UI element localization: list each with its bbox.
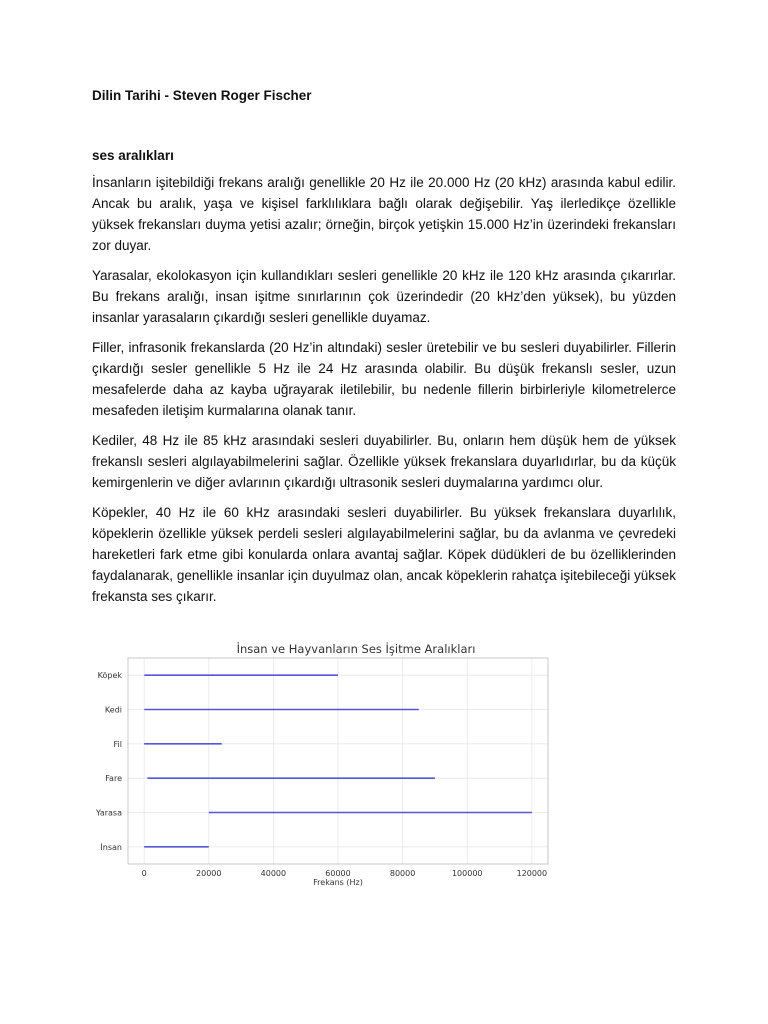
paragraph-cat-hearing: Kediler, 48 Hz ile 85 kHz arasındaki sesleri duyabilirler. Bu, onların hem düşük hem de yüksek frekanslı sesleri algılayabilmelerini sağlar. Özellikle yüksek frekanslara duyarlıdırlar, bu da küçük kemirgenlerin ve diğer avlarının çıkardığı ultrasonik sesleri duymalarına yardımcı olur. [92,433,676,490]
y-tick-label-5: İnsan [100,842,122,852]
y-tick-label-2: Fil [113,739,122,749]
x-axis-label: Frekans (Hz) [313,878,363,887]
x-tick-label-5: 100000 [451,869,483,878]
x-tick-label-4: 80000 [389,869,416,878]
paragraph-elephant-hearing: Filler, infrasonik frekanslarda (20 Hz’in altındaki) sesler üretebilir ve bu sesleri duyabilirler. Fillerin çıkardığı sesler genellikle 5 Hz ile 24 Hz arasında olabilir. Bu düşük frekanslı sesler, uzun mesafelerde daha az kayba uğrayarak iletilebilir, bu nedenle fillerin birbirleriyle kilometrelerce mesafeden iletişim kurmalarına olanak tanır. [92,340,676,418]
y-tick-label-4: Yarasa [96,808,122,818]
chart-svg [90,636,560,892]
x-tick-label-1: 20000 [196,869,222,878]
y-tick-labels [95,671,122,852]
x-tick-label-6: 120000 [516,869,548,878]
y-tick-label-1: Kedi [104,705,122,715]
chart-title: İnsan ve Hayvanların Ses İşitme Aralıkları [236,642,476,656]
document-title: Dilin Tarihi - Steven Roger Fischer [92,88,312,103]
x-tick-label-3: 60000 [325,869,351,878]
x-tick-label-2: 40000 [260,869,287,878]
paragraph-dog-hearing: Köpekler, 40 Hz ile 60 kHz arasındaki sesleri duyabilirler. Bu yüksek frekanslara duyarlılık, köpeklerin özellikle yüksek perdeli sesleri algılayabilmelerini sağlar, bu da avlanma ve çevredeki hareketleri fark etme gibi konularda onlara avantaj sağlar. Köpek düdükleri de bu özelliklerinden faydalanarak, genellikle insanlar için duyulmaz olan, ancak köpeklerin rahatça işitebileceği yüksek frekansta ses çıkarır. [92,505,676,604]
paragraph-human-hearing: İnsanların işitebildiği frekans aralığı genellikle 20 Hz ile 20.000 Hz (20 kHz) arasında kabul edilir. Ancak bu aralık, yaşa ve kişisel farklılıklara bağlı olarak değişebilir. Yaş ilerledikçe özellikle yüksek frekansları duyma yetisi azalır; örneğin, birçok yetişkin 15.000 Hz’in üzerindeki frekansları zor duyar. [92,175,676,253]
paragraph-bat-hearing: Yarasalar, ekolokasyon için kullandıkları sesleri genellikle 20 kHz ile 120 kHz arasında çıkarırlar. Bu frekans aralığı, insan işitme sınırlarının çok üzerindedir (20 kHz’den yüksek), bu yüzden insanlar yarasaların çıkardığı sesleri genellikle duyamaz. [92,268,676,325]
x-tick-labels [142,869,548,878]
y-tick-label-0: Köpek [97,671,122,681]
hearing-range-chart [90,636,560,892]
document-page [92,86,676,616]
chart-grid [128,658,548,864]
x-tick-label-0: 0 [141,869,147,878]
section-heading: ses aralıkları [92,148,174,163]
y-tick-label-3: Fare [105,774,122,784]
